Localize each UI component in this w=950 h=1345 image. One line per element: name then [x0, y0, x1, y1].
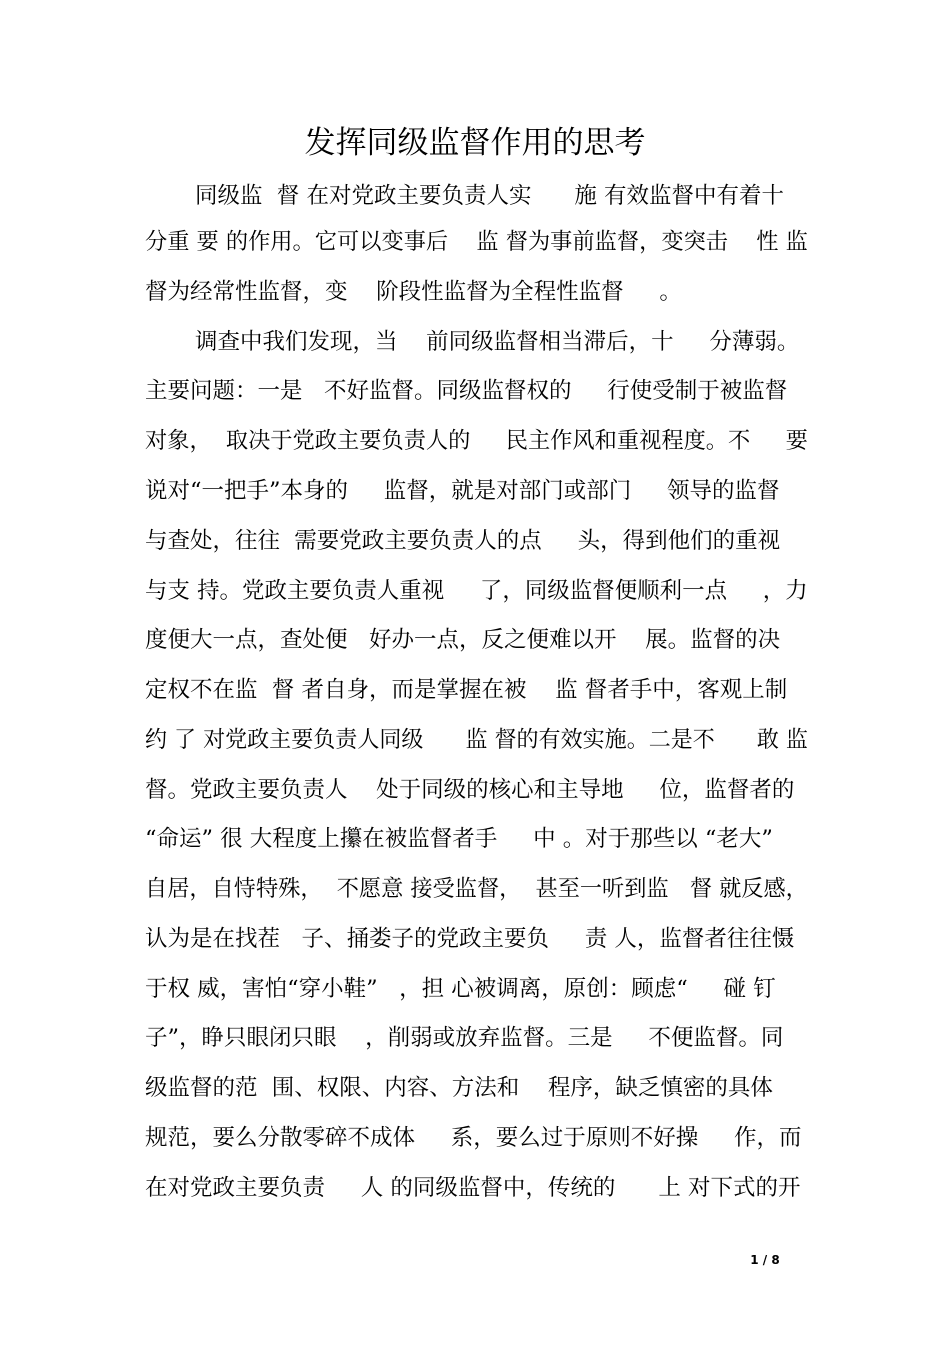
- paragraph-line: 认为是在找茬 子、捅娄子的党政主要负 责 人，监督者往往慑: [145, 926, 795, 952]
- paragraph-line: “命运” 很 大程度上攥在被监督者手 中 。对于那些以 “老大”: [145, 826, 773, 852]
- paragraph-line: 子”，睁只眼闭只眼 ，削弱或放弃监督。三是 不便监督。同: [145, 1025, 784, 1051]
- page-number: 1 / 8: [750, 1253, 780, 1267]
- paragraph-line: 与支 持。党政主要负责人重视 了，同级监督便顺利一点 ，力: [145, 578, 808, 604]
- paragraph-line: 定权不在监 督 者自身，而是掌握在被 监 督者手中，客观上制: [145, 677, 788, 703]
- paragraph-line: 说对“一把手”本身的 监督，就是对部门或部门 领导的监督: [145, 478, 780, 504]
- paragraph-line: 在对党政主要负责 人 的同级监督中，传统的 上 对下式的开: [145, 1175, 801, 1201]
- paragraph-line: 与查处，往往 需要党政主要负责人的点 头，得到他们的重视: [145, 528, 781, 554]
- paragraph-line: 主要问题：一是 不好监督。同级监督权的 行使受制于被监督: [145, 378, 788, 404]
- paragraph-line: 同级监 督 在对党政主要负责人实 施 有效监督中有着十: [195, 183, 785, 209]
- paragraph-line: 督。党政主要负责人 处于同级的核心和主导地 位，监督者的: [145, 777, 795, 803]
- document-title: 发挥同级监督作用的思考: [304, 125, 646, 161]
- paragraph-line: 对象， 取决于党政主要负责人的 民主作风和重视程度。不 要: [145, 428, 808, 454]
- paragraph-line: 规范，要么分散零碎不成体 系，要么过于原则不好操 作，而: [145, 1125, 802, 1151]
- paragraph-line: 于权 威，害怕“穿小鞋” ，担 心被调离，原创：顾虑“ 碰 钉: [145, 976, 776, 1002]
- paragraph-line: 约 了 对党政主要负责人同级 监 督的有效实施。二是不 敢 监: [145, 727, 808, 753]
- paragraph-line: 分重 要 的作用。它可以变事后 监 督为事前监督，变突击 性 监: [145, 229, 808, 255]
- paragraph-line: 督为经常性监督，变 阶段性监督为全程性监督 。: [145, 279, 682, 305]
- paragraph-line: 度便大一点，查处便 好办一点，反之便难以开 展。监督的决: [145, 627, 781, 653]
- paragraph-line: 自居，自恃特殊， 不愿意 接受监督， 甚至一听到监 督 就反感，: [145, 876, 808, 902]
- paragraph-line: 级监督的范 围、权限、内容、方法和 程序，缺乏慎密的具体: [145, 1075, 773, 1101]
- paragraph-line: 调查中我们发现，当 前同级监督相当滞后，十 分薄弱。: [195, 329, 800, 355]
